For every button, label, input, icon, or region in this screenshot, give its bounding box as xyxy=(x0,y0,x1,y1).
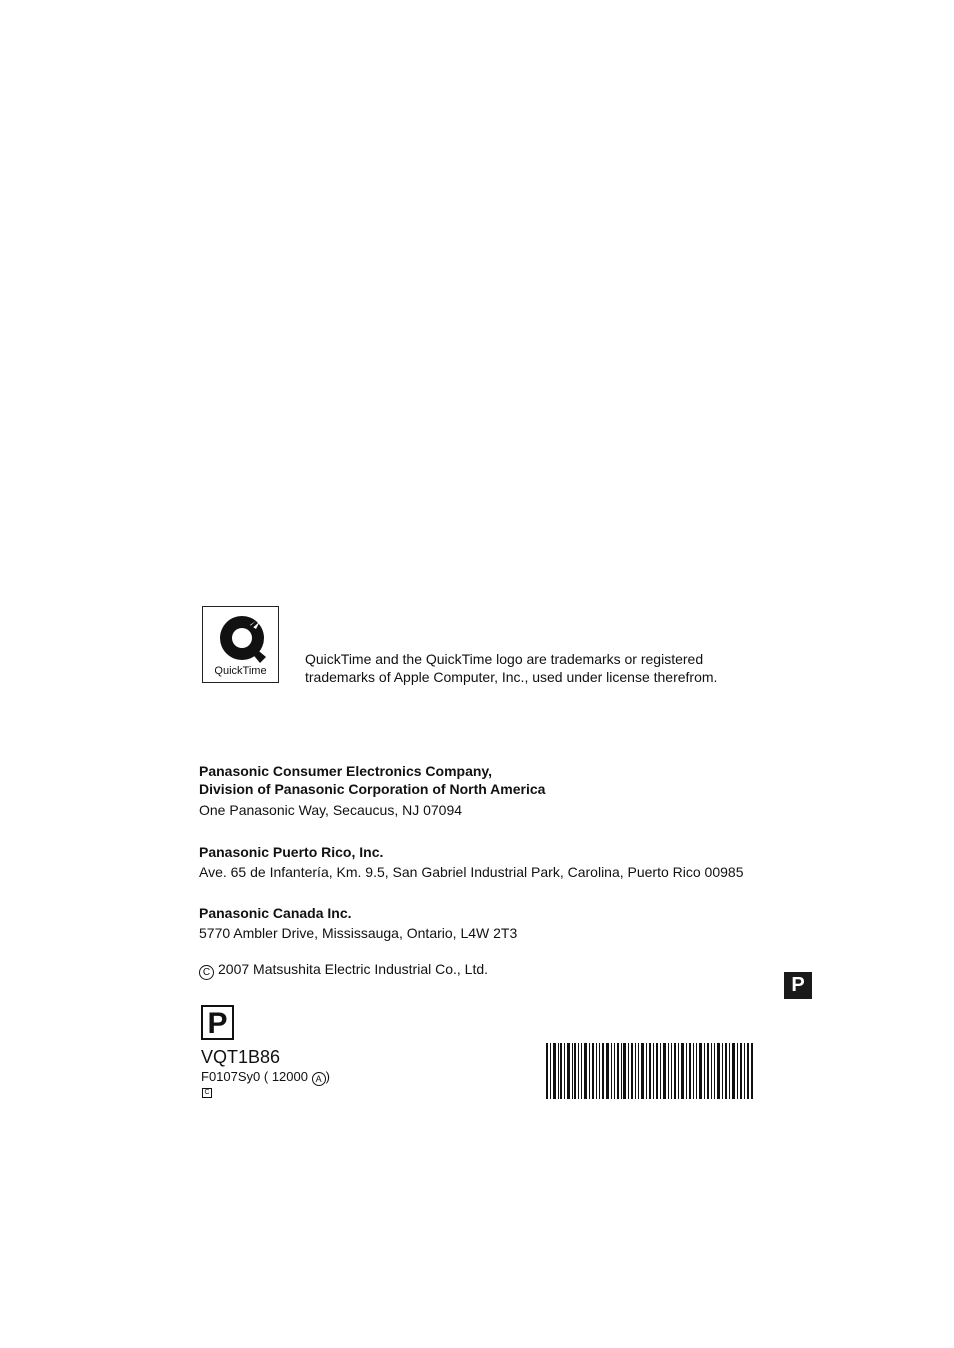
print-code-mark: A xyxy=(312,1072,326,1086)
ca-company-address: 5770 Ambler Drive, Mississauga, Ontario, L4W 2T3 xyxy=(199,925,518,941)
ca-company-name: Panasonic Canada Inc. xyxy=(199,905,352,921)
trademark-line-1: QuickTime and the QuickTime logo are trademarks or registered xyxy=(305,651,704,667)
trademark-line-2: trademarks of Apple Computer, Inc., used under license therefrom. xyxy=(305,669,718,685)
print-code-suffix: ) xyxy=(325,1069,330,1084)
quicktime-logo-label: QuickTime xyxy=(214,665,267,677)
language-badge: P xyxy=(784,972,812,999)
trademark-notice xyxy=(305,650,785,686)
pr-company-name: Panasonic Puerto Rico, Inc. xyxy=(199,844,384,860)
barcode-image xyxy=(546,1043,754,1099)
region-mark: P xyxy=(201,1005,234,1040)
copyright-icon: C xyxy=(199,965,214,980)
copyright-text: 2007 Matsushita Electric Industrial Co., Ltd. xyxy=(218,961,489,977)
small-c-mark: C xyxy=(202,1088,212,1098)
model-number: VQT1B86 xyxy=(201,1047,281,1067)
copyright-notice xyxy=(199,960,488,980)
print-code xyxy=(201,1069,330,1086)
quicktime-q-icon xyxy=(216,613,268,665)
print-code-prefix: F0107Sy0 ( 12000 xyxy=(201,1069,312,1084)
us-company-name-line2: Division of Panasonic Corporation of North America xyxy=(199,781,546,797)
pr-company-address: Ave. 65 de Infantería, Km. 9.5, San Gabriel Industrial Park, Carolina, Puerto Rico 00985 xyxy=(199,864,744,880)
quicktime-logo xyxy=(202,606,279,683)
us-company-address: One Panasonic Way, Secaucus, NJ 07094 xyxy=(199,802,463,818)
us-company-name-line1: Panasonic Consumer Electronics Company, xyxy=(199,763,493,779)
